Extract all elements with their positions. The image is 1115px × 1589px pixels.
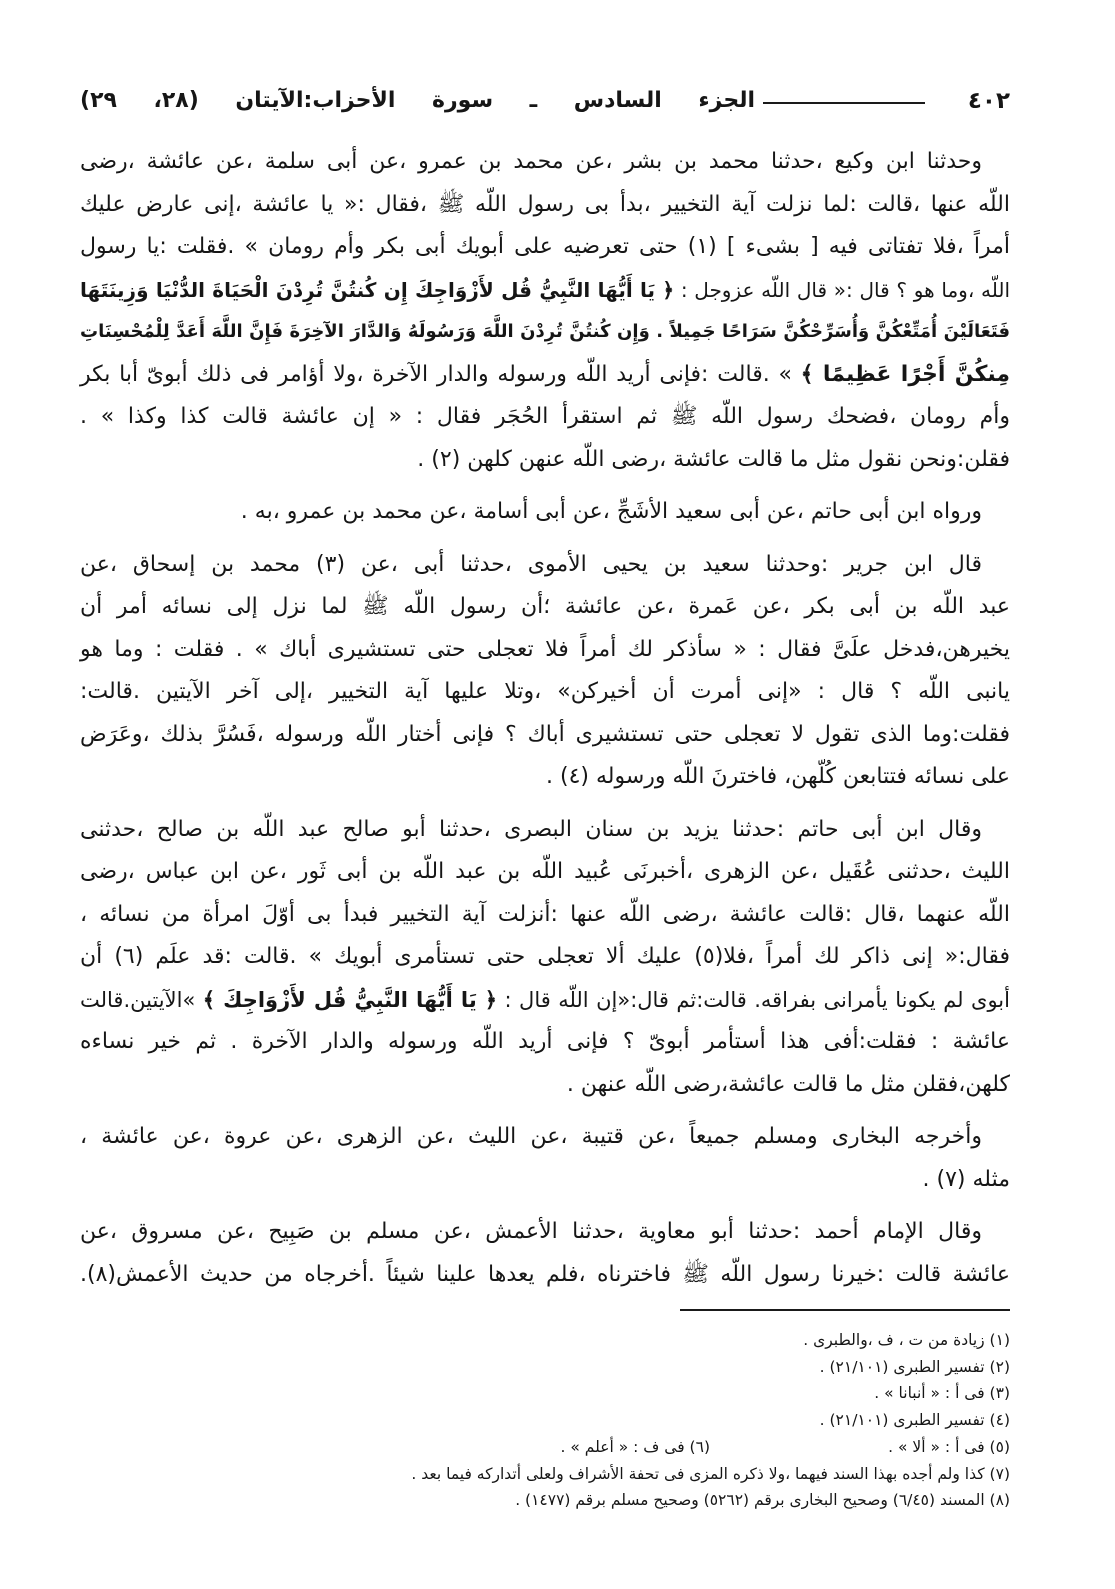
footnote: (٤) تفسير الطبرى (٢١/١٠١) .	[819, 1411, 1010, 1430]
footnote: (٦) فى ف : « أعلم » .	[560, 1437, 710, 1456]
footnote: (٣) فى أ : « أنبانا » .	[874, 1384, 1010, 1403]
footnote-rule	[680, 1309, 1010, 1311]
paragraph	[80, 1116, 1010, 1201]
text-line	[80, 141, 1010, 184]
prose-text: » .قالت :فإنى أريد اللّه ورسوله والدار الآخرة ،ولا أؤامر فى ذلك أبوىّ أبا بكر	[80, 361, 801, 387]
prose-text: وحدثنا ابن وكيع ،حدثنا محمد بن بشر ،عن محمد بن عمرو ،عن أبى سلمة ،عن عائشة ،رضى	[80, 149, 982, 174]
quran-verse-text: ﴿ يَا أَيُّهَا النَّبِيُّ قُل لأَزْوَاجِكَ إِن كُنتُنَّ تُرِدْنَ الْحَيَاةَ الدُّنْيَا وَزِينَتَهَا	[80, 277, 675, 302]
text-line	[80, 894, 1010, 937]
text-line	[80, 1254, 1010, 1297]
quran-verse-text: ﴿ يَا أَيُّهَا النَّبِيُّ قُل لأَزْوَاجِكَ ﴾	[202, 987, 498, 1012]
text-line	[80, 936, 1010, 979]
header-rule	[763, 102, 925, 104]
prose-text: عائشة : فقلت:أفى هذا أستأمر أبوىّ ؟ فإنى أريد اللّه ورسوله والدار الآخرة . ثم خير نساءه	[80, 1029, 1010, 1054]
footnote-row	[80, 1380, 1010, 1407]
page-number: ٤٠٢	[967, 88, 1010, 114]
paragraph	[80, 491, 1010, 534]
footnote: (٧) كذا ولم أجده بهذا السند فيهما ،ولا ذكره المزى فى تحفة الأشراف ولعلى أتداركه فيما بعد .	[411, 1464, 1010, 1483]
prose-text: يانبى اللّه ؟ قال : «إنى أمرت أن أخيركن» ،وتلا عليها آية التخيير ،إلى آخر الآيتين .قالت:	[80, 679, 1010, 704]
prose-text: على نسائه فتتابعن كُلّهن، فاخترنَ اللّه ورسوله (٤) .	[546, 764, 1010, 789]
text-line	[80, 396, 1010, 439]
prose-text: وقال ابن أبى حاتم :حدثنا يزيد بن سنان البصرى ،حدثنا أبو صالح عبد اللّه بن صالح ،حدثنى	[80, 816, 982, 842]
prose-text: فقلن:ونحن نقول مثل ما قالت عائشة ،رضى اللّه عنهن كلهن (٢) .	[417, 446, 1010, 472]
prose-text: وأم رومان ،فضحك رسول اللّه ﷺ ثم استقرأ الحُجَر فقال : « إن عائشة قالت كذا وكذا » .	[80, 404, 1010, 429]
text-line	[80, 439, 1010, 482]
text-line	[80, 809, 1010, 852]
paragraph	[80, 141, 1010, 481]
text-line	[80, 1064, 1010, 1107]
prose-text: فقلت:وما الذى تقول لا تعجلى حتى تستشيرى أباك ؟ فإنى أختار اللّه ورسوله ،فَسُرَّ بذلك ،وعَرَض	[80, 721, 1010, 747]
prose-text: اللّه عنها ،قالت :لما نزلت آية التخيير ،بدأ بى رسول اللّه ﷺ ،فقال :« يا عائشة ،إنى عارض عليك	[80, 191, 1010, 217]
paragraph	[80, 1211, 1010, 1296]
text-line	[80, 586, 1010, 629]
text-line	[80, 979, 1010, 1022]
prose-text: أبوى لم يكونا يأمرانى بفراقه. قالت:ثم قال:«إن اللّه قال :	[497, 987, 1010, 1012]
text-line	[80, 671, 1010, 714]
text-line	[80, 714, 1010, 757]
footnote: (٥) فى أ : « ألا » .	[888, 1437, 1010, 1456]
text-line	[80, 756, 1010, 799]
text-line	[80, 1211, 1010, 1254]
text-line	[80, 851, 1010, 894]
prose-text: وأخرجه البخارى ومسلم جميعاً ،عن قتيبة ،عن الليث ،عن الزهرى ،عن عروة ،عن عائشة ،	[80, 1124, 982, 1149]
prose-text: اللّه ،وما هو ؟ قال :« قال اللّه عزوجل :	[674, 277, 1010, 302]
prose-text: كلهن،فقلن مثل ما قالت عائشة،رضى اللّه عنهن .	[566, 1071, 1010, 1097]
footnote: (٨) المسند (٦/٤٥) وصحيح البخارى برقم (٥٢٦٢) وصحيح مسلم برقم (١٤٧٧) .	[515, 1491, 1010, 1510]
prose-text: اللّه عنهما ،قال :قالت عائشة ،رضى اللّه عنها :أنزلت آية التخيير فبدأ بى أوّلَ امرأة من نسائه ،	[80, 901, 1010, 927]
text-line	[80, 269, 1010, 312]
footnote-row	[80, 1327, 1010, 1354]
text-line	[80, 629, 1010, 672]
quran-verse-text: فَتَعَالَيْنَ أُمَتِّعْكُنَّ وَأُسَرِّحْكُنَّ سَرَاحًا جَمِيلاً . وَإِن كُنتُنَّ تُرِدْنَ اللَّهَ وَرَسُولَهُ وَالدَّارَ الآخِرَةَ فَإِنَّ اللَّهَ أَعَدَّ لِلْمُحْسِنَاتِ	[80, 321, 1010, 342]
text-line	[80, 184, 1010, 227]
prose-text: وقال الإمام أحمد :حدثنا أبو معاوية ،حدثنا الأعمش ،عن مسلم بن صَبِيح ،عن مسروق ،عن	[80, 1219, 982, 1244]
text-line	[80, 544, 1010, 587]
footnote: (٢) تفسير الطبرى (٢١/١٠١) .	[819, 1357, 1010, 1376]
text-line	[80, 354, 1010, 397]
prose-text: أمراً ،فلا تفتاتى فيه [ بشىء ] (١) حتى تعرضيه على أبويك أبى بكر وأم رومان » .فقلت :يا رسول	[80, 234, 1010, 259]
footnote-row	[80, 1461, 1010, 1488]
prose-text: »الآيتين.قالت	[80, 987, 203, 1012]
text-line	[80, 1159, 1010, 1202]
footnote-row	[80, 1407, 1010, 1434]
paragraph	[80, 809, 1010, 1107]
text-line	[80, 311, 1010, 354]
prose-text: فقال:« إنى ذاكر لك أمراً ،فلا(٥) عليك ألا تعجلى حتى تستأمرى أبويك » .قالت :قد علَم (٦) أن	[80, 944, 1010, 969]
body-text	[80, 141, 1010, 1296]
prose-text: عبد اللّه بن أبى بكر ،عن عَمرة ،عن عائشة ؛أن رسول اللّه ﷺ لما نزل إلى نسائه أمر أن	[80, 594, 1010, 619]
text-line	[80, 1116, 1010, 1159]
footnote-row	[80, 1434, 1010, 1461]
text-line	[80, 491, 1010, 534]
paragraph	[80, 544, 1010, 799]
running-title: الجزء السادس ـ سورة الأحزاب:الآيتان (٢٨، ٢٩)	[80, 88, 755, 113]
text-line	[80, 226, 1010, 269]
footnote-row	[80, 1487, 1010, 1514]
text-line	[80, 1021, 1010, 1064]
footnotes	[80, 1327, 1010, 1514]
prose-text: ورواه ابن أبى حاتم ،عن أبى سعيد الأشَجِّ ،عن أبى أسامة ،عن محمد بن عمرو ،به .	[240, 499, 982, 524]
prose-text: قال ابن جرير :وحدثنا سعيد بن يحيى الأموى ،حدثنا أبى ،عن (٣) محمد بن إسحاق ،عن	[80, 551, 983, 577]
quran-verse-text: مِنكُنَّ أَجْرًا عَظِيمًا ﴾	[800, 361, 1010, 387]
prose-text: الليث ،حدثنى عُقَيل ،عن الزهرى ،أخبرنَى عُبيد اللّه بن عبد اللّه بن أبى ثَور ،عن ابن عباس ،رضى	[80, 859, 1010, 884]
prose-text: مثله (٧) .	[922, 1166, 1010, 1192]
prose-text: يخيرهن،فدخل علَىَّ فقال : « سأذكر لك أمراً فلا تعجلى حتى تستشيرى أباك » . فقلت : وما هو	[80, 636, 1010, 662]
footnote: (١) زيادة من ت ، ف ،والطبرى .	[803, 1331, 1010, 1349]
prose-text: عائشة قالت :خيرنا رسول اللّه ﷺ فاخترناه ،فلم يعدها علينا شيئاً .أخرجاه من حديث الأعمش(٨).	[80, 1261, 1010, 1287]
footnote-row	[80, 1354, 1010, 1381]
